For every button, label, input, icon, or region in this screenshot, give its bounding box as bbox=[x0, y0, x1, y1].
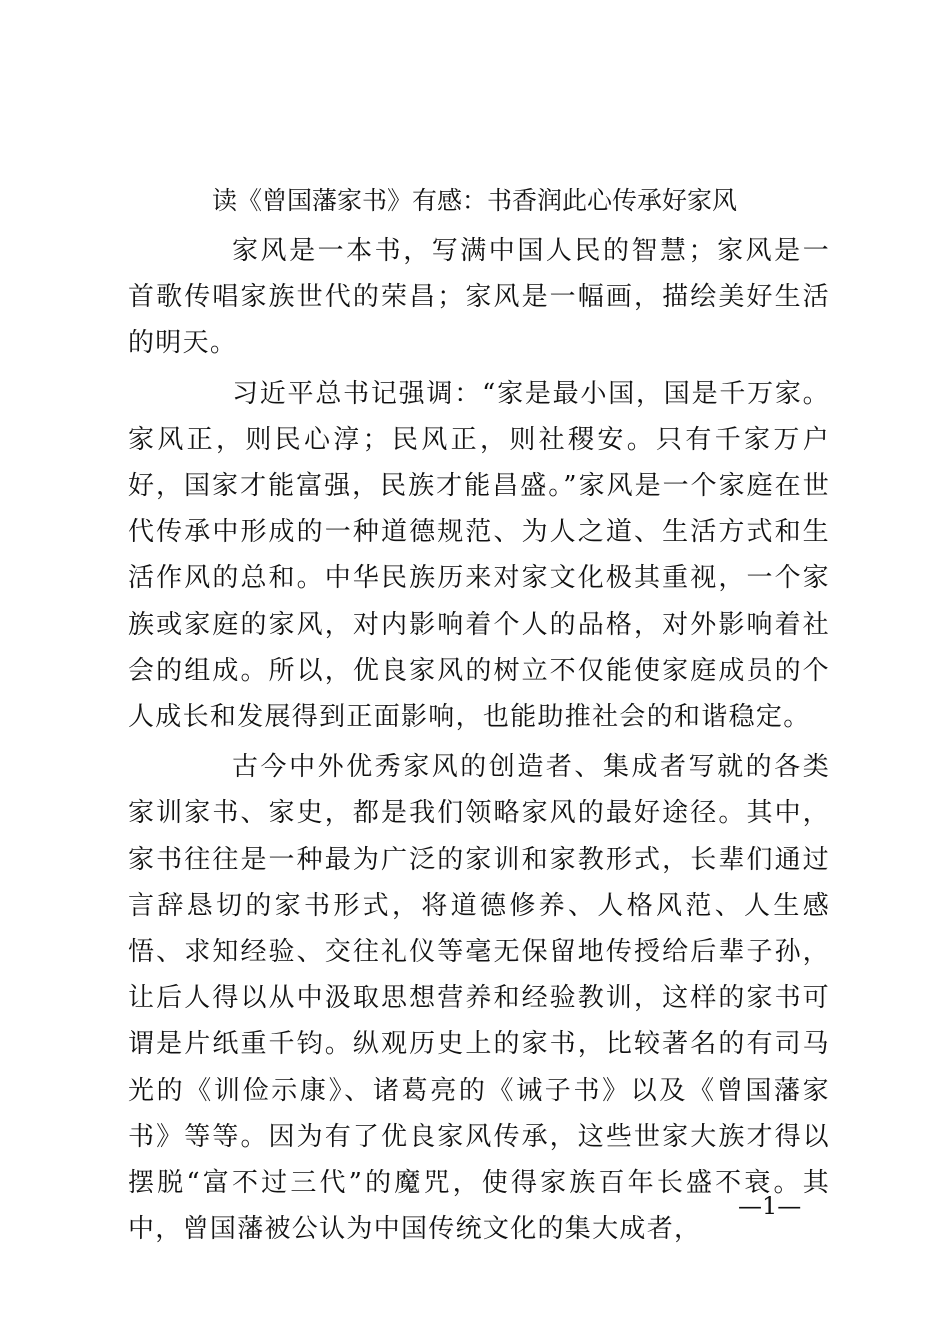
document-title: 读《曾国藩家书》有感：书香润此心传承好家风 bbox=[212, 186, 738, 215]
page-number: —1— bbox=[738, 1192, 802, 1220]
paragraph-2: 习近平总书记强调：“家是最小国，国是千万家。家风正，则民心淳；民风正，则社稷安。只有千家万户好，国家才能富强，民族才能昌盛。”家风是一个家庭在世代传承中形成的一种道德规范、为人之道、生活方式和生活作风的总和。中华民族历来对家文化极其重视，一个家族或家庭的家风，对内影响着个人的品格，对外影响着社会的组成。所以，优良家风的树立不仅能使家庭成员的个人成长和发展得到正面影响，也能助推社会的和谐稳定。 bbox=[128, 378, 830, 733]
paragraph-1: 家风是一本书，写满中国人民的智慧；家风是一首歌传唱家族世代的荣昌；家风是一幅画，描绘美好生活的明天。 bbox=[128, 236, 830, 359]
document-body bbox=[128, 228, 830, 1252]
paragraph-3: 古今中外优秀家风的创造者、集成者写就的各类家训家书、家史，都是我们领略家风的最好途径。其中，家书往往是一种最为广泛的家训和家教形式，长辈们通过言辞恳切的家书形式，将道德修养、人格风范、人生感悟、求知经验、交往礼仪等毫无保留地传授给后辈子孙，让后人得以从中汲取思想营养和经验教训，这样的家书可谓是片纸重千钧。纵观历史上的家书，比较著名的有司马光的《训俭示康》、诸葛亮的《诫子书》以及《曾国藩家书》等等。因为有了优良家风传承，这些世家大族才得以摆脱“富不过三代”的魔咒，使得家族百年长盛不衰。其中，曾国藩被公认为中国传统文化的集大成者， bbox=[128, 752, 830, 1245]
